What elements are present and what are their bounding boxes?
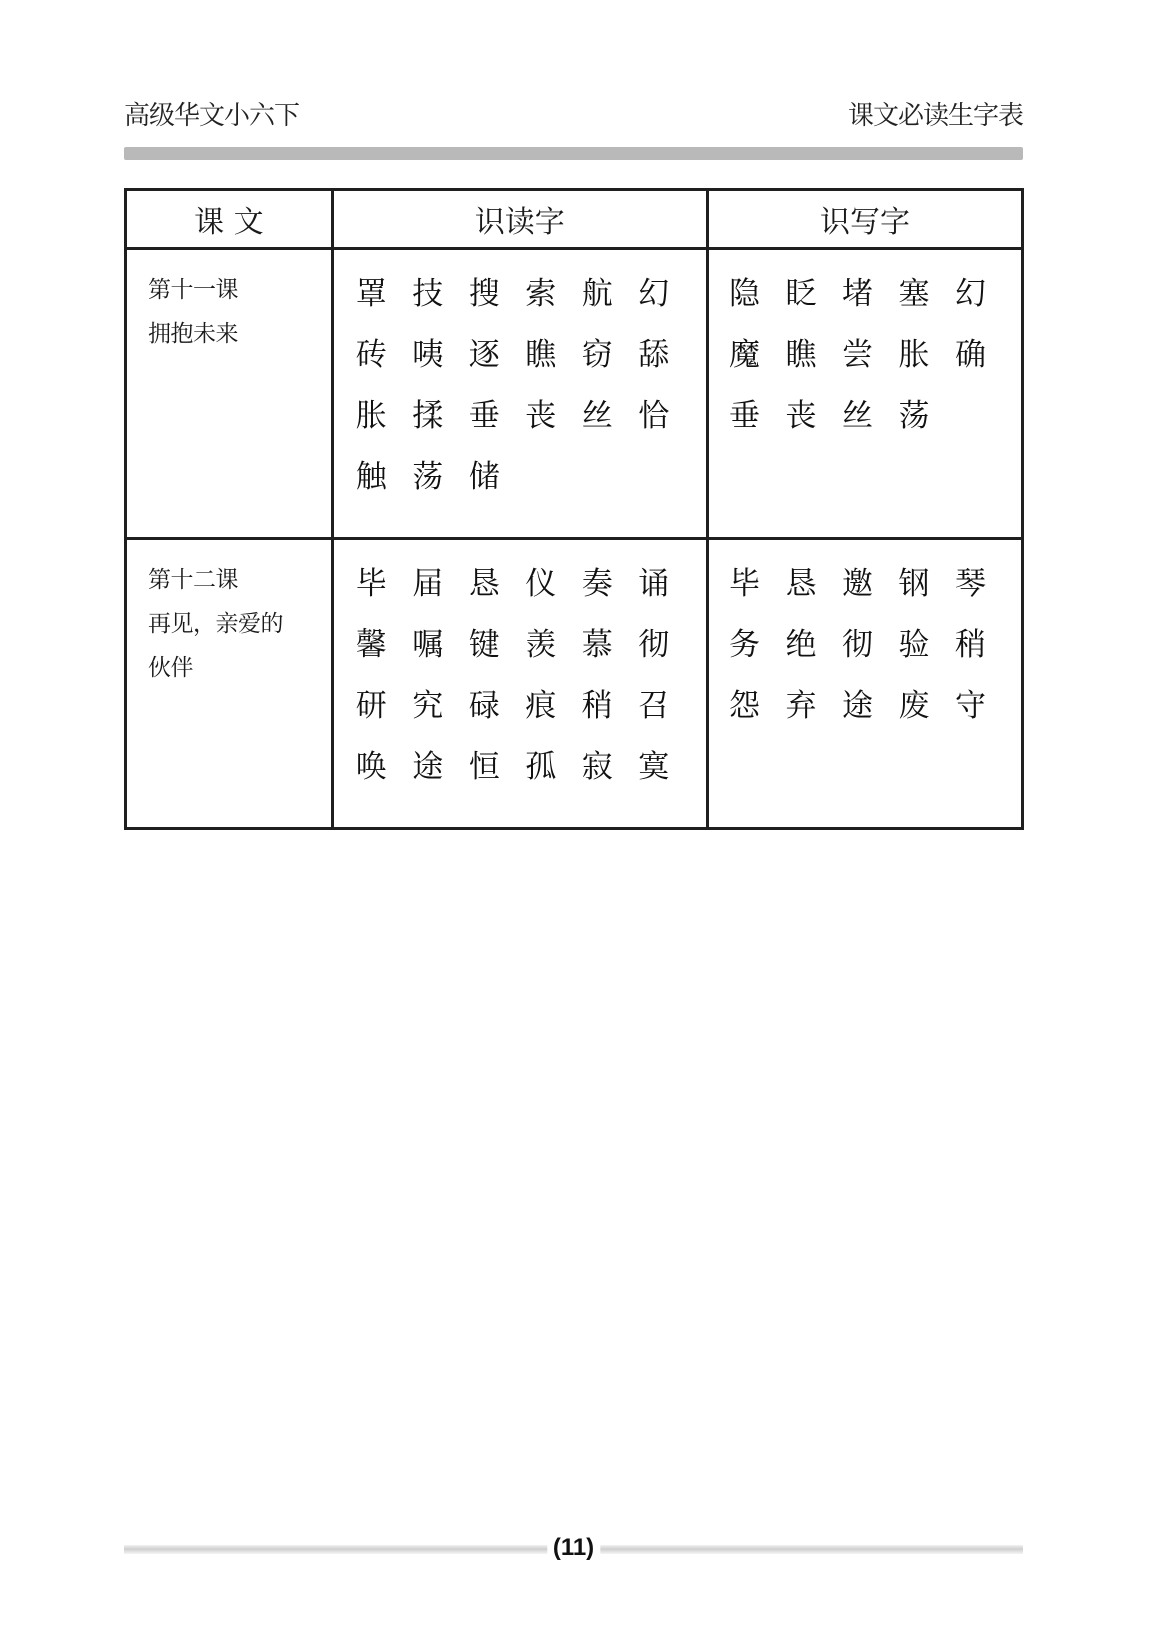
vocab-char: 恰: [638, 398, 670, 434]
vocab-char: 丧: [785, 398, 817, 434]
vocab-char: 幻: [954, 276, 986, 312]
vocab-char: 塞: [898, 276, 930, 312]
header-divider-bar: [124, 147, 1023, 160]
vocab-char: 恳: [468, 566, 500, 602]
vocab-char: 咦: [412, 337, 444, 373]
vocab-char: 眨: [785, 276, 817, 312]
vocab-char: 寞: [638, 749, 670, 785]
vocab-char: 彻: [841, 627, 873, 663]
vocab-char: 窃: [581, 337, 613, 373]
vocab-char: 瞧: [785, 337, 817, 373]
vocab-char: 废: [898, 688, 930, 724]
vocab-char: 荡: [412, 459, 444, 495]
table-row: [126, 249, 1023, 539]
vocab-char: 务: [728, 627, 760, 663]
vocab-char: 唤: [355, 749, 387, 785]
vocab-char: 逐: [468, 337, 500, 373]
vocab-char: 琴: [954, 566, 986, 602]
lesson-title: 拥抱未来: [148, 321, 238, 347]
vocab-char: 技: [412, 276, 444, 312]
lesson-title: 再见，亲爱的: [148, 611, 283, 637]
vocab-char: 弃: [785, 688, 817, 724]
vocab-char: 触: [355, 459, 387, 495]
vocab-char: 仪: [525, 566, 557, 602]
lesson-title-continued: 伙伴: [148, 655, 193, 681]
vocab-char: 揉: [412, 398, 444, 434]
vocab-char: 丝: [841, 398, 873, 434]
column-header-lesson: 课 文: [126, 190, 333, 249]
vocab-char: 瞧: [525, 337, 557, 373]
vocab-char: 召: [638, 688, 670, 724]
vocab-char: 幻: [638, 276, 670, 312]
table-row: [126, 539, 1023, 829]
vocab-char: 寂: [581, 749, 613, 785]
page-footer: [124, 1534, 1023, 1561]
write-chars-grid: [709, 554, 1029, 737]
vocab-char: 绝: [785, 627, 817, 663]
write-chars-cell: [707, 249, 1022, 539]
write-chars-grid: [709, 264, 1029, 447]
vocab-char: 堵: [841, 276, 873, 312]
vocab-char: 稍: [954, 627, 986, 663]
vocab-char: 垂: [468, 398, 500, 434]
vocab-char: 稍: [581, 688, 613, 724]
vocab-char: 胀: [898, 337, 930, 373]
vocab-char: 奏: [581, 566, 613, 602]
section-title: 课文必读生字表: [847, 101, 1023, 131]
vocab-char: 孤: [525, 749, 557, 785]
lesson-number: 第十二课: [148, 567, 238, 593]
vocab-char: 恳: [785, 566, 817, 602]
vocab-char: 毕: [728, 566, 760, 602]
lesson-number: 第十一课: [148, 277, 238, 303]
lesson-cell: [126, 249, 333, 539]
write-chars-cell: [707, 539, 1022, 829]
vocab-char: 丧: [525, 398, 557, 434]
vocabulary-table: [124, 188, 1024, 830]
vocab-char: 隐: [728, 276, 760, 312]
vocab-char: 诵: [638, 566, 670, 602]
vocab-char: 馨: [355, 627, 387, 663]
vocab-char: 索: [525, 276, 557, 312]
vocab-char: 羡: [525, 627, 557, 663]
lesson-cell: [126, 539, 333, 829]
vocab-char: 荡: [898, 398, 930, 434]
column-header-read-chars: 识读字: [332, 190, 707, 249]
vocab-char: 钢: [898, 566, 930, 602]
column-header-write-chars: 识写字: [707, 190, 1022, 249]
vocab-char: 研: [355, 688, 387, 724]
vocab-char: 搜: [468, 276, 500, 312]
vocab-char: 丝: [581, 398, 613, 434]
table-header-row: [126, 190, 1023, 249]
vocab-char: 确: [954, 337, 986, 373]
page-header: [124, 96, 1023, 136]
read-chars-cell: [332, 249, 707, 539]
vocab-char: 垂: [728, 398, 760, 434]
vocab-char: 魔: [728, 337, 760, 373]
vocab-char: 痕: [525, 688, 557, 724]
vocab-char: 碌: [468, 688, 500, 724]
vocab-char: 罩: [355, 276, 387, 312]
vocab-char: 究: [412, 688, 444, 724]
vocab-char: 毕: [355, 566, 387, 602]
vocab-char: 怨: [728, 688, 760, 724]
vocab-char: 途: [412, 749, 444, 785]
vocab-char: 途: [841, 688, 873, 724]
vocab-char: 届: [412, 566, 444, 602]
vocab-char: 嘱: [412, 627, 444, 663]
vocab-char: 航: [581, 276, 613, 312]
vocab-char: 舔: [638, 337, 670, 373]
vocab-char: 恒: [468, 749, 500, 785]
vocab-char: 胀: [355, 398, 387, 434]
read-chars-grid: [334, 554, 716, 798]
vocab-char: 验: [898, 627, 930, 663]
vocab-char: 键: [468, 627, 500, 663]
vocab-char: 邀: [841, 566, 873, 602]
read-chars-grid: [334, 264, 716, 508]
book-title: 高级华文小六下: [124, 101, 300, 131]
vocab-char: 守: [954, 688, 986, 724]
read-chars-cell: [332, 539, 707, 829]
vocab-char: 尝: [841, 337, 873, 373]
vocab-char: 慕: [581, 627, 613, 663]
vocab-char: 砖: [355, 337, 387, 373]
page-number: (11): [547, 1532, 600, 1564]
vocab-char: 储: [468, 459, 500, 495]
vocab-char: 彻: [638, 627, 670, 663]
